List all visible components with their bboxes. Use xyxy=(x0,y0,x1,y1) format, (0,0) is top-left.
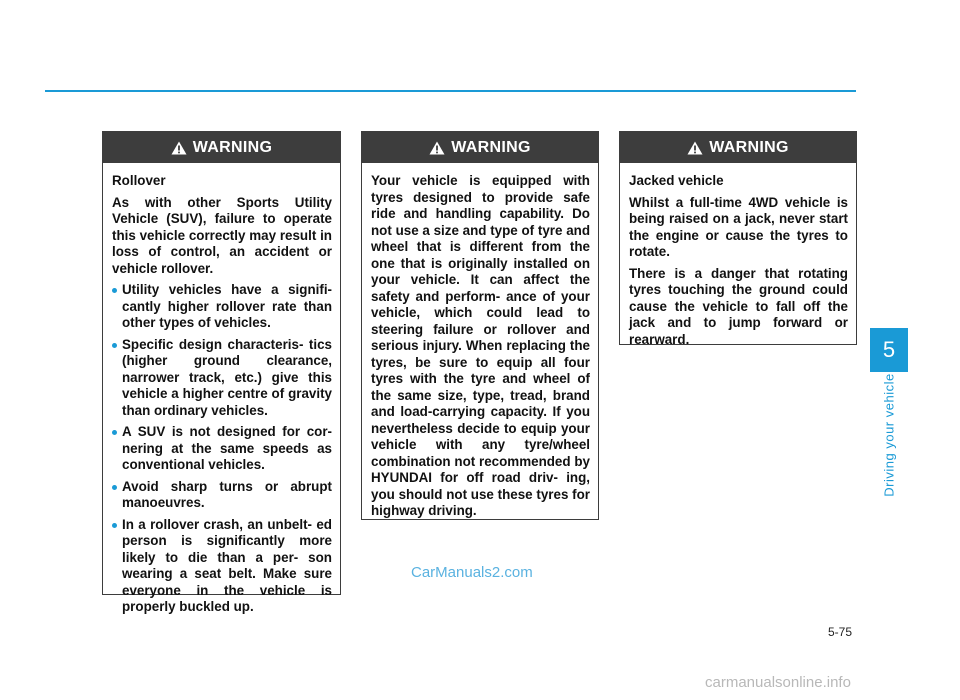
warning-title: Jacked vehicle xyxy=(629,173,724,188)
warning-paragraph: As with other Sports Utility Vehicle (SUV), failure to operate this vehicle correctly may result in loss of control, an accident or vehicle rollover. xyxy=(112,194,332,276)
warning-triangle-icon xyxy=(687,141,703,155)
top-rule xyxy=(45,90,856,92)
warning-header xyxy=(103,132,340,163)
warning-triangle-icon xyxy=(171,141,187,155)
warning-heading: WARNING xyxy=(451,138,531,156)
warning-body xyxy=(620,163,856,361)
bullet-item: Utility vehicles have a signifi- cantly higher rollover rate than other types of vehicles. xyxy=(112,282,332,332)
warning-box-tyres xyxy=(361,131,599,520)
bullet-item: In a rollover crash, an unbelt- ed person is significantly more likely to die than a per- son wearing a seat belt. Make sure everyone in the vehicle is properly buckled up. xyxy=(112,517,332,616)
warning-paragraph: There is a danger that rotating tyres touching the ground could cause the vehicle to fall off the jack and to jump forward or rearward. xyxy=(629,265,848,347)
chapter-number-tab[interactable] xyxy=(870,328,908,372)
warning-paragraph: Whilst a full-time 4WD vehicle is being raised on a jack, never start the engine or cause the tyres to rotate. xyxy=(629,194,848,259)
chapter-title: Driving your vehicle xyxy=(881,373,897,497)
warning-heading: WARNING xyxy=(192,138,273,156)
warning-body xyxy=(362,163,598,533)
warning-body xyxy=(103,163,340,629)
warning-title: Rollover xyxy=(112,173,166,188)
bullet-item: A SUV is not designed for cor- nering at the same speeds as conventional vehicles. xyxy=(112,424,332,474)
chapter-number: 5 xyxy=(882,337,896,362)
warning-heading: WARNING xyxy=(709,138,789,156)
bullet-item: Avoid sharp turns or abrupt manoeuvres. xyxy=(112,479,332,512)
warning-triangle-icon xyxy=(429,141,445,155)
warning-paragraph: Your vehicle is equipped with tyres designed to provide safe ride and handling capability. Do not use a size and type of tyre and wheel that is different from the one that is originally installed on your vehicle. It can affect the safety and perform- ance of your vehicle, which could lead to steering failure or rollover and serious injury. When replacing the tyres, be sure to equip all four tyres with the tyre and wheel of the same size, type, tread, brand and load-carrying capacity. If you nevertheless decide to equip your vehicle with any tyre/wheel combination not recommended by HYUNDAI for off road driv- ing, you should not use these tyres for highway driving. xyxy=(371,173,590,518)
warning-header xyxy=(620,132,856,163)
warning-box-jacked-vehicle xyxy=(619,131,857,345)
watermark-link[interactable]: CarManuals2.com xyxy=(411,564,533,581)
warning-header xyxy=(362,132,598,163)
warning-box-rollover xyxy=(102,131,341,614)
warning-bullet-list xyxy=(112,282,332,616)
page-number: 5-75 xyxy=(828,625,853,639)
footer-watermark: carmanualsonline.info xyxy=(705,674,851,691)
bullet-item: Specific design characteris- tics (higher ground clearance, narrower track, etc.) give this vehicle a higher centre of gravity than ordinary vehicles. xyxy=(112,337,332,420)
